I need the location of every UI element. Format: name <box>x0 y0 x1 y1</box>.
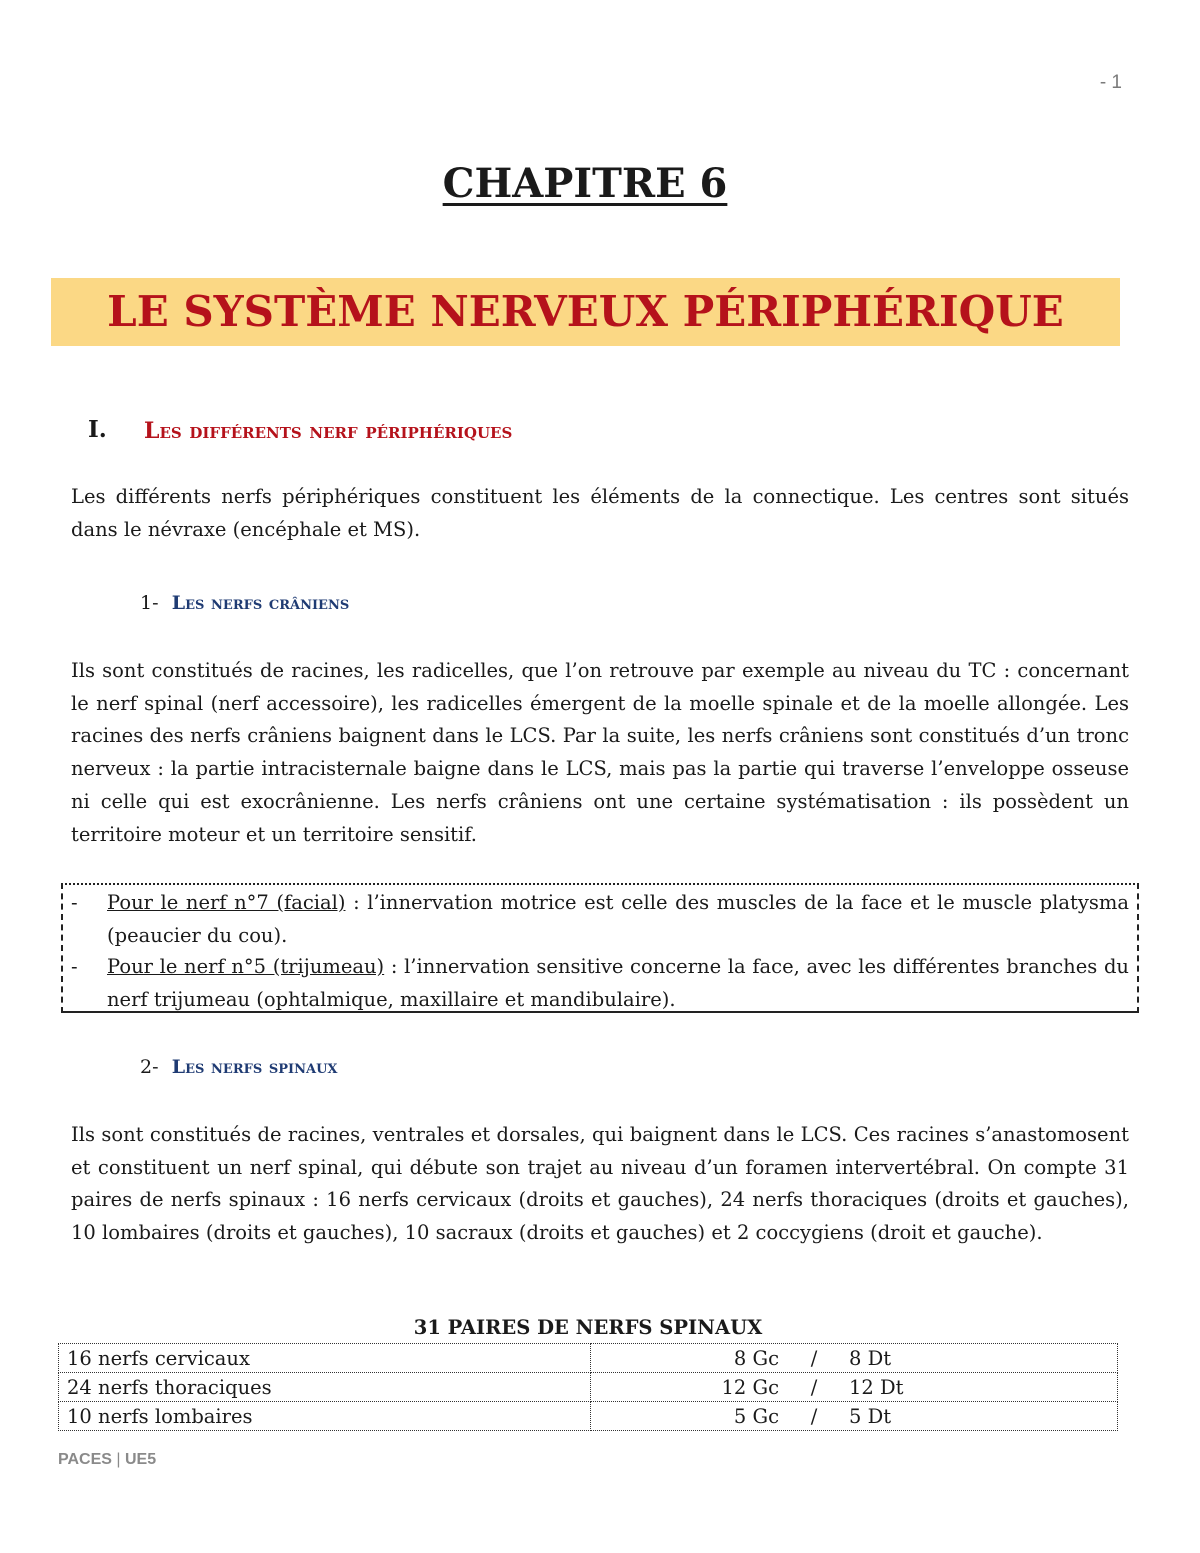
value-gc: 12 Gc <box>721 1375 779 1399</box>
footer-separator: | <box>116 1451 121 1468</box>
value-gc: 8 Gc <box>733 1346 779 1370</box>
table-row <box>59 1373 1118 1402</box>
value-sep: / <box>810 1375 818 1399</box>
list-dash: - <box>71 955 78 978</box>
main-title: LE SYSTÈME NERVEUX PÉRIPHÉRIQUE <box>107 287 1064 336</box>
main-title-highlight <box>51 278 1120 346</box>
table-title: 31 PAIRES DE NERFS SPINAUX <box>413 1316 763 1339</box>
value-sep: / <box>810 1404 818 1428</box>
value-gc: 5 Gc <box>733 1404 779 1428</box>
box-item-facial <box>71 887 1129 952</box>
subsection-number: 2- <box>140 1056 159 1078</box>
box-item-trijumeau <box>71 951 1129 1016</box>
page-number: - 1 <box>1099 72 1122 93</box>
table-cell-name: 24 nerfs thoraciques <box>59 1373 591 1402</box>
subsection-title: Les nerfs crâniens <box>171 592 350 614</box>
table-row <box>59 1344 1118 1373</box>
footer-left: PACES <box>58 1451 112 1468</box>
table-cell-name: 16 nerfs cervicaux <box>59 1344 591 1373</box>
chapter-heading: CHAPITRE 6 <box>442 160 728 207</box>
spinal-paragraph: Ils sont constitués de racines, ventrales et dorsales, qui baignent dans le LCS. Ces racines s’anastomosent et constituent un nerf spinal, qui débute son trajet au niveau d’un foramen intervertébral. On compte 31 paires de nerfs spinaux : 16 nerfs cervicaux (droits et gauches), 24 nerfs thoraciques (droits et gauches), 10 lombaires (droits et gauches), 10 sacraux (droits et gauches) et 2 coccygiens (droit et gauche). <box>71 1123 1129 1245</box>
value-dt: 8 Dt <box>849 1346 892 1370</box>
highlight-box <box>61 883 1139 1013</box>
subsection-cranial-heading <box>140 592 349 614</box>
value-dt: 5 Dt <box>849 1404 892 1428</box>
subsection-spinal-heading <box>140 1056 338 1078</box>
section-number: I. <box>88 416 107 443</box>
value-sep: / <box>810 1346 818 1370</box>
footer <box>58 1451 156 1469</box>
subsection-number: 1- <box>140 592 159 614</box>
footer-right: UE5 <box>125 1451 157 1468</box>
section-title: Les différents nerf périphériques <box>144 418 513 444</box>
value-dt: 12 Dt <box>849 1375 904 1399</box>
cranial-paragraph: Ils sont constitués de racines, les radicelles, que l’on retrouve par exemple au niveau du TC : concernant le nerf spinal (nerf accessoire), les radicelles émergent de la moelle spinale et de la moelle allongée. Les racines des nerfs crâniens baignent dans le LCS. Par la suite, les nerfs crâniens sont constitués d’un tronc nerveux : la partie intracisternale baigne dans le LCS, mais pas la partie qui traverse l’enveloppe osseuse ni celle qui est exocrânienne. Les nerfs crâniens ont une certaine systématisation : ils possèdent un territoire moteur et un territoire sensitif. <box>71 659 1129 846</box>
intro-paragraph: Les différents nerfs périphériques constituent les éléments de la connectique. Les centres sont situés dans le névraxe (encéphale et MS). <box>71 485 1129 541</box>
subsection-title: Les nerfs spinaux <box>171 1056 338 1078</box>
table-cell-values <box>591 1344 1118 1373</box>
box-item-text: : l’innervation sensitive concerne la face, avec les différentes branches du nerf trijumeau (ophtalmique, maxillaire et mandibulaire). <box>107 955 1129 1011</box>
box-item-label: Pour le nerf n°7 (facial) <box>107 891 346 914</box>
list-dash: - <box>71 891 78 914</box>
table-cell-name: 10 nerfs lombaires <box>59 1402 591 1431</box>
table-cell-values <box>591 1373 1118 1402</box>
table-row <box>59 1402 1118 1431</box>
table-cell-values <box>591 1402 1118 1431</box>
spinal-nerves-table <box>58 1343 1118 1431</box>
box-item-text: : l’innervation motrice est celle des muscles de la face et le muscle platysma (peaucier du cou). <box>107 891 1129 947</box>
box-item-label: Pour le nerf n°5 (trijumeau) <box>107 955 385 978</box>
